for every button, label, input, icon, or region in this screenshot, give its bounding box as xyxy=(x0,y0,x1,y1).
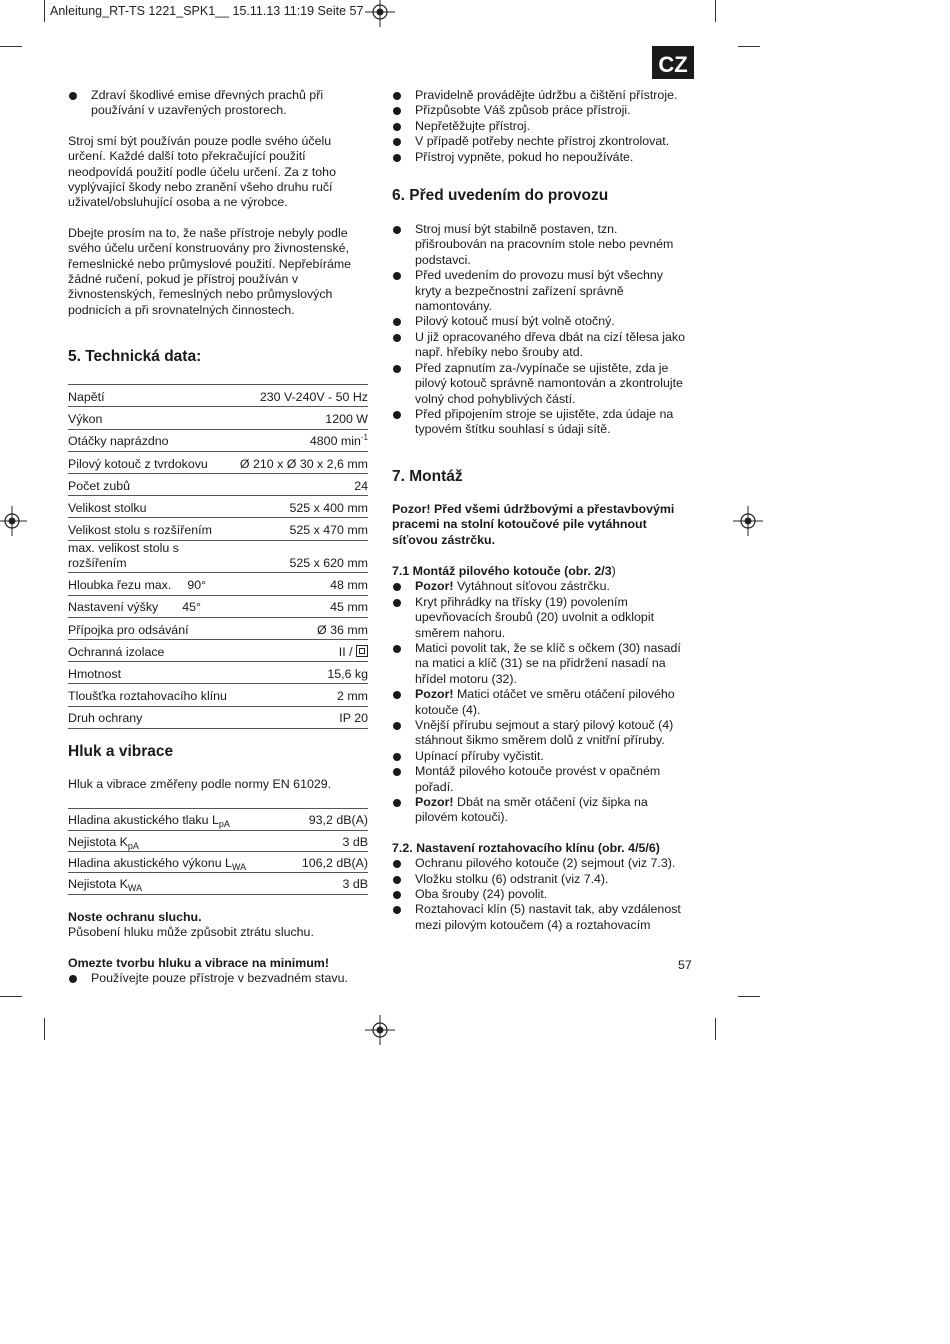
list-item xyxy=(392,641,692,687)
spec-value-cell xyxy=(240,407,368,429)
limit-title: Omezte tvorbu hluku a vibrace na minimum! xyxy=(68,955,329,970)
noise-label-cell xyxy=(68,873,287,894)
bullet-text: Před zapnutím za-/vypínače se ujistěte, zda je pilový kotouč správně namontován a zkontrolujte volný chod pohyblivých částí. xyxy=(415,360,683,406)
list-item xyxy=(392,887,692,902)
table-row xyxy=(68,407,368,429)
spec-value: 15,6 kg xyxy=(327,666,368,681)
bullet-text: Matici otáčet ve směru otáčení pilového kotouče (4). xyxy=(415,687,675,717)
bullet-text: Stroj musí být stabilně postaven, tzn. přišroubován na pracovním stole nebo pevném podstavci. xyxy=(415,222,674,267)
bullet-icon xyxy=(393,154,401,162)
subsection-title-blade xyxy=(392,564,692,579)
spec-value: 4800 min xyxy=(309,434,361,449)
noise-value-cell xyxy=(287,830,368,851)
intro-bullet-text: Zdraví škodlivé emise dřevných prachů při používání v uzavřených prostorech. xyxy=(91,88,324,118)
table-row xyxy=(68,662,368,684)
section-title-noise: Hluk a vibrace xyxy=(68,742,174,760)
spec-label-cell xyxy=(68,518,240,540)
table-row xyxy=(68,851,368,872)
bullet-text: Oba šrouby (24) povolit. xyxy=(415,887,548,902)
spec-label-cell xyxy=(68,706,240,728)
spec-label: Výkon xyxy=(68,412,103,427)
section-title-before-operation: 6. Před uvedením do provozu xyxy=(392,187,609,205)
spec-label-cell xyxy=(68,639,240,661)
bullet-icon xyxy=(393,860,401,868)
bullet-icon xyxy=(393,334,401,342)
spec-label-cell xyxy=(68,617,240,639)
spec-value: Ø 36 mm xyxy=(317,622,368,637)
spec-value-cell xyxy=(240,540,368,573)
subsection-title-blade-text: 7.1 Montáž pilového kotouče (obr. 2/3 xyxy=(392,563,612,578)
spec-label-cell xyxy=(68,407,240,429)
bullet-text: Roztahovací klín (5) nastavit tak, aby vzdálenost mezi pilovým kotoučem (4) a roztahovacím xyxy=(415,902,681,932)
subsection-title-blade-close: ) xyxy=(611,563,616,578)
spec-label: Velikost stolku xyxy=(68,501,147,515)
before-operation-list xyxy=(392,222,692,438)
table-row xyxy=(68,385,368,407)
spec-label: Velikost stolu s rozšířením xyxy=(68,523,212,538)
noise-value-cell xyxy=(287,809,368,830)
spec-value-cell xyxy=(240,639,368,661)
table-row xyxy=(68,518,368,540)
table-row xyxy=(68,809,368,830)
bullet-text: V případě potřeby nechte přístroj zkontrolovat. xyxy=(415,134,670,149)
bullet-icon xyxy=(393,906,401,914)
noise-label: Hladina akustického tlaku L xyxy=(68,813,219,828)
usage-paragraph: Stroj smí být používán pouze podle svého účelu určení. Každé další toto překračující použití neodpovídá použití podle účelu určení. Za z toho vyplývající škody nebo zranění všeho druhu ručí uživatel/obsluhující osoba a ne výrobce. xyxy=(68,133,336,210)
spec-value: 525 x 620 mm xyxy=(289,556,368,570)
list-item xyxy=(392,88,692,103)
noise-label-index: WA xyxy=(127,883,143,894)
spec-value: 525 x 470 mm xyxy=(289,523,368,538)
list-item xyxy=(392,764,692,795)
bullet-icon xyxy=(393,272,401,280)
list-item xyxy=(392,103,692,118)
spec-label-cell xyxy=(68,429,240,451)
spec-value-cell xyxy=(240,706,368,728)
spec-value-cell xyxy=(240,573,368,595)
section-title-tech-data: 5. Technická data: xyxy=(68,348,202,366)
list-item xyxy=(392,407,692,438)
spec-label: Otáčky naprázdno xyxy=(68,434,169,449)
noise-intro: Hluk a vibrace změřeny podle normy EN 61029. xyxy=(68,776,332,791)
table-row xyxy=(68,429,368,451)
bullet-icon xyxy=(393,318,401,326)
noise-label-index: WA xyxy=(231,861,247,872)
noise-value: 3 dB xyxy=(342,877,368,892)
spec-label-cell xyxy=(68,451,240,473)
table-row xyxy=(68,451,368,473)
list-item xyxy=(392,872,692,887)
table-row xyxy=(68,540,368,573)
crop-mark xyxy=(44,1018,45,1040)
bullet-icon xyxy=(393,411,401,419)
noise-label-cell xyxy=(68,851,287,872)
spec-label-cell xyxy=(68,474,240,496)
bullet-text: Upínací příruby vyčistit. xyxy=(415,748,544,763)
crop-mark xyxy=(738,46,760,47)
spec-label: Napětí xyxy=(68,390,105,405)
spec-label: Nastavení výšky xyxy=(68,600,159,615)
registration-mark-icon xyxy=(0,506,27,536)
table-row xyxy=(68,639,368,661)
spec-label: Ochranná izolace xyxy=(68,644,165,659)
bullet-text: Vložku stolku (6) odstranit (viz 7.4). xyxy=(415,871,609,886)
riving-knife-list xyxy=(392,856,692,933)
bullet-text: Před připojením stroje se ujistěte, zda údaje na typovém štítku souhlasí s údaji sítě. xyxy=(415,406,674,437)
noise-label-cell xyxy=(68,830,287,851)
bullet-text: Nepřetěžujte přístroj. xyxy=(415,118,531,133)
print-slug: Anleitung_RT-TS 1221_SPK1__ 15.11.13 11:19 Seite 57 xyxy=(50,4,364,18)
spec-value: Ø 210 x Ø 30 x 2,6 mm xyxy=(239,456,368,471)
bullet-icon xyxy=(393,691,401,699)
spec-value: 1200 W xyxy=(325,412,368,427)
right-column xyxy=(392,88,692,933)
noise-value-cell xyxy=(287,851,368,872)
spec-label: Počet zubů xyxy=(68,478,130,493)
list-item xyxy=(392,119,692,134)
list-item xyxy=(68,88,370,119)
table-row xyxy=(68,496,368,518)
bullet-text: Vytáhnout síťovou zástrčku. xyxy=(453,579,610,594)
spec-value-cell xyxy=(240,451,368,473)
spec-value: 2 mm xyxy=(337,689,368,704)
bullet-text: Vnější přírubu sejmout a starý pilový kotouč (4) stáhnout šikmo směrem dolů z vnitřní příruby. xyxy=(415,718,674,748)
language-badge: CZ xyxy=(652,46,694,79)
spec-value-cell xyxy=(240,595,368,617)
list-item xyxy=(392,595,692,641)
spec-label-cell xyxy=(68,496,240,518)
table-row xyxy=(68,684,368,706)
list-item xyxy=(392,795,692,826)
bullet-icon xyxy=(393,107,401,115)
noise-value-cell xyxy=(287,873,368,894)
ear-protection-title: Noste ochranu sluchu. xyxy=(68,909,202,924)
bullet-emphasis: Pozor! xyxy=(415,687,454,702)
bullet-text: Pilový kotouč musí být volně otočný. xyxy=(415,314,615,329)
blade-assembly-list xyxy=(392,579,692,826)
list-item xyxy=(392,718,692,749)
table-row xyxy=(68,595,368,617)
spec-value-cell xyxy=(240,496,368,518)
bullet-text: Před uvedením do provozu musí být všechny kryty a bezpečnostní zařízení správně namontovány. xyxy=(415,268,663,314)
spec-value-cell xyxy=(240,385,368,407)
bullet-text: Matici povolit tak, že se klíč s očkem (30) nasadí na matici a klíč (31) se na přidržení nasadí na hřídel motoru (32). xyxy=(415,640,681,686)
noise-label: Hladina akustického výkonu L xyxy=(68,855,232,870)
spec-value: II / xyxy=(338,644,356,659)
noise-value: 3 dB xyxy=(342,834,368,849)
left-column xyxy=(68,88,370,986)
table-row xyxy=(68,830,368,851)
noise-value: 106,2 dB(A) xyxy=(301,855,368,870)
spec-value-cell xyxy=(240,518,368,540)
list-item xyxy=(392,268,692,314)
bullet-icon xyxy=(393,753,401,761)
list-item xyxy=(392,687,692,718)
registration-mark-icon xyxy=(733,506,763,536)
protection-class-ii-icon xyxy=(356,645,368,657)
spec-label-cell xyxy=(68,595,240,617)
bullet-emphasis: Pozor! xyxy=(415,579,454,594)
bullet-icon xyxy=(69,975,77,983)
spec-label: Přípojka pro odsávání xyxy=(68,622,189,637)
spec-value-cell xyxy=(240,429,368,451)
spec-value: 230 V-240V - 50 Hz xyxy=(259,390,368,405)
spec-label: max. velikost stolu s rozšířením xyxy=(68,540,179,570)
bullet-icon xyxy=(393,876,401,884)
limit-bullet-text: Používejte pouze přístroje v bezvadném stavu. xyxy=(91,970,348,985)
crop-mark xyxy=(738,996,760,997)
bullet-text: Montáž pilového kotouče provést v opačném pořadí. xyxy=(415,764,661,794)
ear-protection-text: Působení hluku může způsobit ztrátu sluchu. xyxy=(68,925,314,940)
bullet-icon xyxy=(393,768,401,776)
registration-mark-icon xyxy=(365,1015,395,1045)
section-title-assembly: 7. Montáž xyxy=(392,467,463,485)
table-row xyxy=(68,474,368,496)
spec-label-cell xyxy=(68,540,240,573)
crop-mark xyxy=(0,996,22,997)
subsection-title-riving-knife: 7.2. Nastavení roztahovacího klínu (obr. 4/5/6) xyxy=(392,840,660,855)
spec-label-cell xyxy=(68,385,240,407)
bullet-icon xyxy=(393,583,401,591)
bullet-icon xyxy=(393,138,401,146)
bullet-text: Ochranu pilového kotouče (2) sejmout (viz 7.3). xyxy=(415,856,676,871)
list-item xyxy=(392,134,692,149)
noise-label: Nejistota K xyxy=(68,877,128,892)
spec-value-cell xyxy=(240,617,368,639)
noise-label: Nejistota K xyxy=(68,834,128,849)
registration-mark-icon xyxy=(365,0,395,27)
crop-mark xyxy=(715,0,716,22)
spec-value-cell xyxy=(240,662,368,684)
maintenance-list xyxy=(392,88,692,165)
list-item xyxy=(392,749,692,764)
page-number: 57 xyxy=(678,958,692,972)
spec-label: Tloušťka roztahovacího klínu xyxy=(68,689,227,704)
crop-mark xyxy=(0,46,22,47)
bullet-text: Dbát na směr otáčení (viz šipka na pilovém kotouči). xyxy=(415,795,648,825)
noise-label-index: pA xyxy=(127,840,139,851)
spec-value: 45 mm xyxy=(330,600,368,615)
crop-mark xyxy=(44,0,45,22)
bullet-icon xyxy=(69,92,77,100)
bullet-icon xyxy=(393,226,401,234)
bullet-text: Přizpůsobte Váš způsob práce přístroji. xyxy=(415,103,631,118)
noise-value: 93,2 dB(A) xyxy=(308,813,368,828)
assembly-warning: Pozor! Před všemi údržbovými a přestavbovými pracemi na stolní kotoučové pile vytáhnout síťovou zástrčku. xyxy=(392,501,675,547)
list-item xyxy=(392,150,692,165)
list-item xyxy=(392,579,692,594)
bullet-icon xyxy=(393,799,401,807)
noise-label-cell xyxy=(68,809,287,830)
spec-label-cell xyxy=(68,684,240,706)
spec-table xyxy=(68,384,368,728)
list-item xyxy=(392,856,692,871)
bullet-icon xyxy=(393,123,401,131)
spec-label: Hloubka řezu max. xyxy=(68,578,172,593)
list-item xyxy=(392,314,692,329)
spec-label-cell xyxy=(68,662,240,684)
bullet-text: U již opracovaného dřeva dbát na cizí tělesa jako např. hřebíky nebo šrouby atd. xyxy=(415,329,685,360)
table-row xyxy=(68,873,368,894)
spec-value-exponent: -1 xyxy=(360,433,368,443)
liability-paragraph: Dbejte prosím na to, že naše přístroje nebyly podle svého účelu určení konstruovány pro živnostenské, řemeslnické nebo průmyslové použití. Nepřebíráme žádné ručení, pokud je přístroj používán v živnostenských, řemeslných nebo průmyslových podnicích a při srovnatelných činnostech. xyxy=(68,225,352,317)
spec-value-cell xyxy=(240,474,368,496)
crop-mark xyxy=(715,1018,716,1040)
spec-angle: 90° xyxy=(187,578,207,593)
bullet-icon xyxy=(393,722,401,730)
table-row xyxy=(68,617,368,639)
spec-value: 525 x 400 mm xyxy=(289,501,368,515)
list-item xyxy=(68,971,370,986)
spec-angle: 45° xyxy=(182,600,201,615)
noise-label-index: pA xyxy=(218,819,230,830)
noise-table xyxy=(68,808,368,895)
bullet-emphasis: Pozor! xyxy=(415,795,454,810)
bullet-icon xyxy=(393,891,401,899)
table-row xyxy=(68,573,368,595)
spec-value: IP 20 xyxy=(339,711,368,726)
list-item xyxy=(392,361,692,407)
list-item xyxy=(392,330,692,361)
bullet-text: Kryt přihrádky na třísky (19) povolením upevňovacích šroubů (20) uvolnit a odklopit směrem nahoru. xyxy=(415,594,655,640)
bullet-icon xyxy=(393,599,401,607)
spec-label: Pilový kotouč z tvrdokovu xyxy=(68,456,208,471)
bullet-icon xyxy=(393,645,401,653)
list-item xyxy=(392,222,692,268)
list-item xyxy=(392,902,692,933)
spec-label-cell xyxy=(68,573,240,595)
table-row xyxy=(68,706,368,728)
bullet-text: Pravidelně provádějte údržbu a čištění přístroje. xyxy=(415,88,678,102)
bullet-text: Přístroj vypněte, pokud ho nepoužíváte. xyxy=(415,149,634,164)
spec-label: Druh ochrany xyxy=(68,711,143,726)
spec-value-cell xyxy=(240,684,368,706)
spec-label: Hmotnost xyxy=(68,666,122,681)
bullet-icon xyxy=(393,92,401,100)
bullet-icon xyxy=(393,365,401,373)
spec-value: 24 xyxy=(354,478,368,493)
spec-value: 48 mm xyxy=(330,578,368,593)
